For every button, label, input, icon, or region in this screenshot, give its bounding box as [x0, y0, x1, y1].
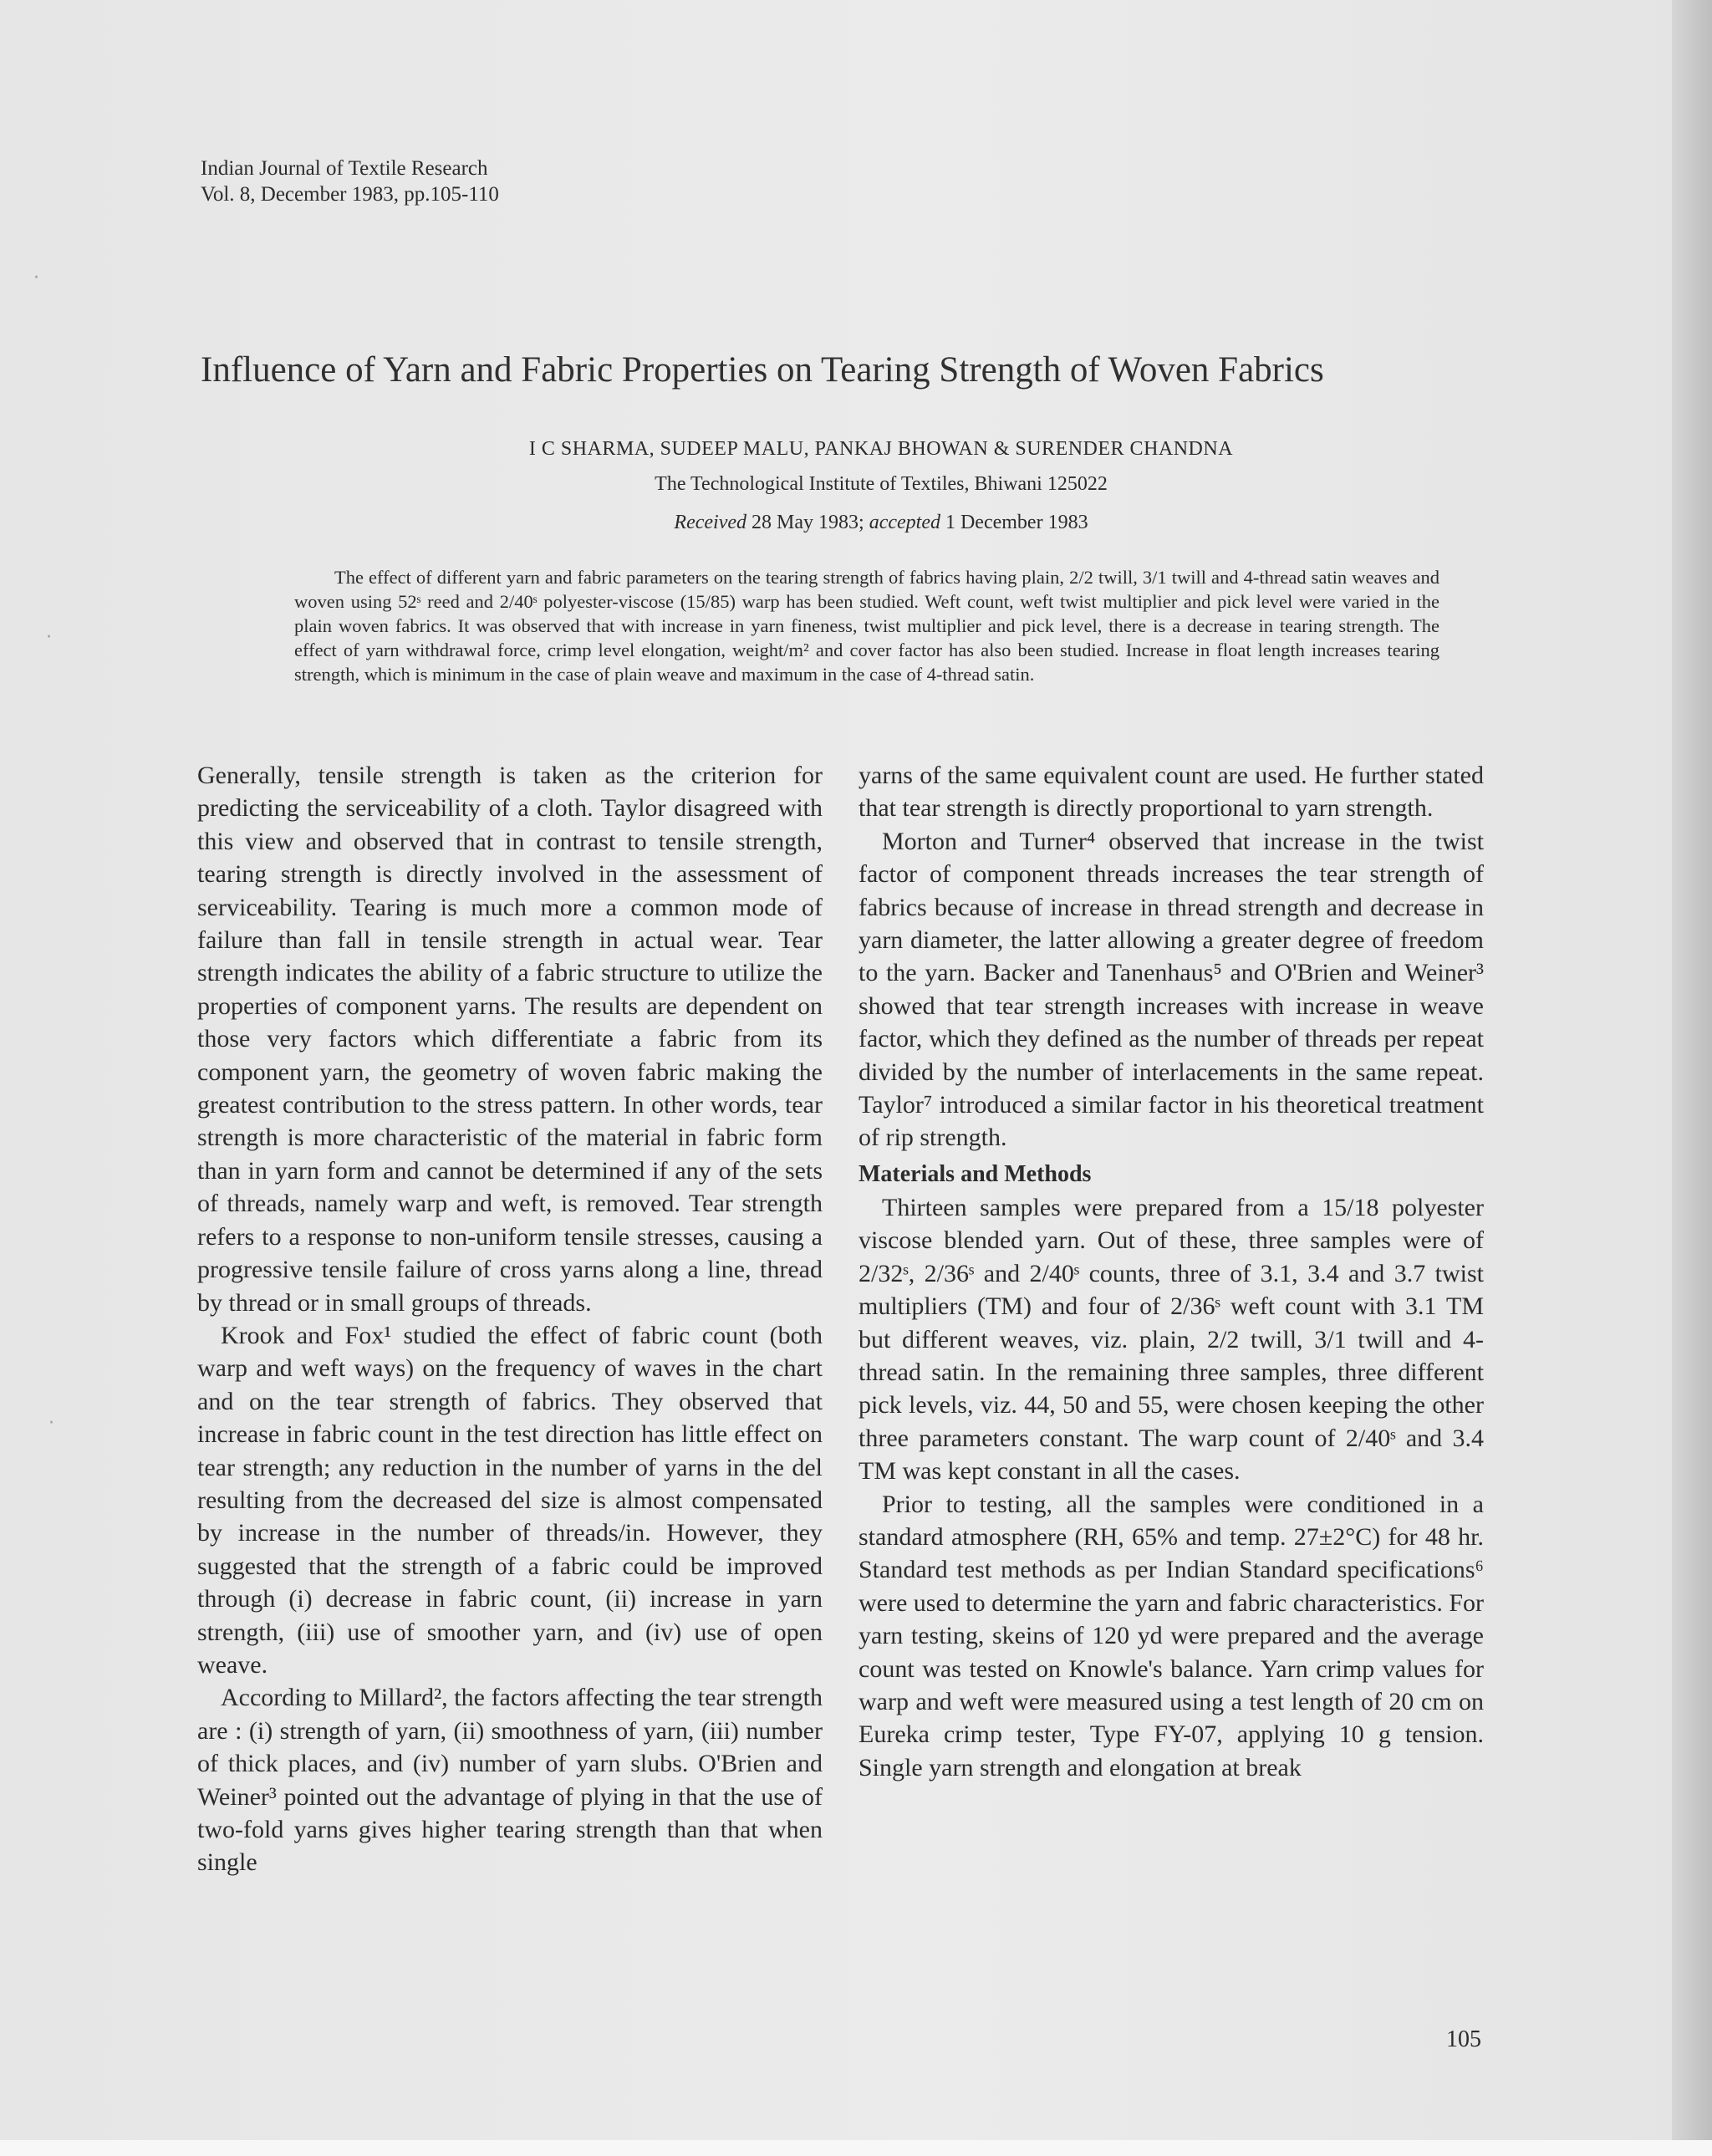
article-dates [0, 512, 1712, 534]
margin-mark: · [48, 1413, 54, 1434]
margin-mark: · [46, 627, 52, 648]
article-authors: I C SHARMA, SUDEEP MALU, PANKAJ BHOWAN & SURENDER CHANDNA [528, 438, 1234, 460]
body-column-right [859, 759, 1484, 1784]
accepted-date: 1 December 1983 [945, 512, 1088, 533]
article-title: Influence of Yarn and Fabric Properties on Tearing Strength of Woven Fabrics [201, 350, 1324, 390]
page-bottom-margin [0, 2140, 1712, 2156]
body-column-left [197, 759, 823, 1879]
paragraph: Morton and Turner⁴ observed that increase in the twist factor of component threads increases the tear strength of fabrics because of increase in thread strength and decrease in yarn diameter, the latter allowing a greater degree of freedom to the yarn. Backer and Tanenhaus⁵ and O'Brien and Weiner³ showed that tear strength increases with increase in weave factor, which they defined as the number of threads per repeat divided by the number of interlacements in the same repeat. Taylor⁷ introduced a similar factor in his theoretical treatment of rip strength. [859, 827, 1484, 1152]
article-affiliation: The Technological Institute of Textiles, Bhiwani 125022 [655, 473, 1108, 495]
journal-header [201, 155, 499, 207]
paragraph: yarns of the same equivalent count are used. He further stated that tear strength is directly proportional to yarn strength. [859, 762, 1484, 823]
paragraph: According to Millard², the factors affecting the tear strength are : (i) strength of yarn, (ii) smoothness of yarn, (iii) number of thick places, and (iv) number of yarn slubs. O'Brien and Weiner³ pointed out the advantage of plying in that the use of two-fold yarns gives higher tearing strength than that when single [197, 1684, 823, 1877]
paragraph: Prior to testing, all the samples were conditioned in a standard atmosphere (RH, 65% and temp. 27±2°C) for 48 hr. Standard test methods as per Indian Standard specifications⁶ were used to determine the yarn and fabric characteristics. For yarn testing, skeins of 120 yd were prepared and the average count was tested on Knowle's balance. Yarn crimp values for warp and weft were measured using a test length of 20 cm on Eureka crimp tester, Type FY-07, applying 10 g tension. Single yarn strength and elongation at break [859, 1490, 1485, 1781]
page-edge-shadow [1672, 0, 1712, 2156]
section-heading: Materials and Methods [859, 1160, 1092, 1187]
page-number: 105 [1446, 2026, 1481, 2052]
abstract: The effect of different yarn and fabric parameters on the tearing strength of fabrics having plain, 2/2 twill, 3/1 twill and 4-thread satin weaves and woven using 52ˢ reed and 2/40ˢ polyester-viscose (15/85) warp has been studied. Weft count, weft twist multiplier and pick level were varied in the plain woven fabrics. It was observed that with increase in yarn fineness, twist multiplier and pick level, there is a decrease in tearing strength. The effect of yarn withdrawal force, crimp level elongation, weight/m² and cover factor has also been studied. Increase in float length increases tearing strength, which is minimum in the case of plain weave and maximum in the case of 4-thread satin. [294, 567, 1439, 685]
received-label: Received [674, 512, 747, 533]
accepted-label: accepted [869, 512, 940, 533]
journal-volume: Vol. 8, December 1983, pp.105-110 [201, 183, 499, 206]
paragraph: Krook and Fox¹ studied the effect of fabric count (both warp and weft ways) on the frequency of waves in the chart and on the tear strength of fabrics. They observed that increase in fabric count in the test direction has little effect on tear strength; any reduction in the number of yarns in the del resulting from the decreased del size is almost compensated by increase in the number of threads/in. However, they suggested that the strength of a fabric could be improved through (i) decrease in fabric count, (ii) increase in yarn strength, (iii) use of smoother yarn, and (iv) use of open weave. [197, 1321, 823, 1679]
paragraph: Generally, tensile strength is taken as the criterion for predicting the serviceability of a cloth. Taylor disagreed with this view and observed that in contrast to tensile strength, tearing strength is directly involved in the assessment of serviceability. Tearing is much more a common mode of failure than fall in tensile strength in actual wear. Tear strength indicates the ability of a fabric structure to utilize the properties of component yarns. The results are dependent on those very factors which differentiate a fabric from its component yarn, the geometry of woven fabric making the greatest contribution to the stress pattern. In other words, tear strength is more characteristic of the material in fabric form than in yarn form and cannot be determined if any of the sets of threads, namely warp and weft, is removed. Tear strength refers to a response to non-uniform tensile stresses, causing a progressive tensile failure of cross yarns along a line, thread by thread or in small groups of threads. [197, 762, 823, 1317]
paragraph: Thirteen samples were prepared from a 15/18 polyester viscose blended yarn. Out of these, three samples were of 2/32ˢ, 2/36ˢ and 2/40ˢ counts, three of 3.1, 3.4 and 3.7 twist multipliers (TM) and four of 2/36ˢ weft count with 3.1 TM but different weaves, viz. plain, 2/2 twill, 3/1 twill and 4-thread satin. In the remaining three samples, three different pick levels, viz. 44, 50 and 55, were chosen keeping the other three parameters constant. The warp count of 2/40ˢ and 3.4 TM was kept constant in all the cases. [859, 1193, 1484, 1486]
margin-mark: · [33, 268, 39, 288]
received-date: 28 May 1983; [752, 512, 864, 533]
journal-name: Indian Journal of Textile Research [201, 157, 488, 180]
